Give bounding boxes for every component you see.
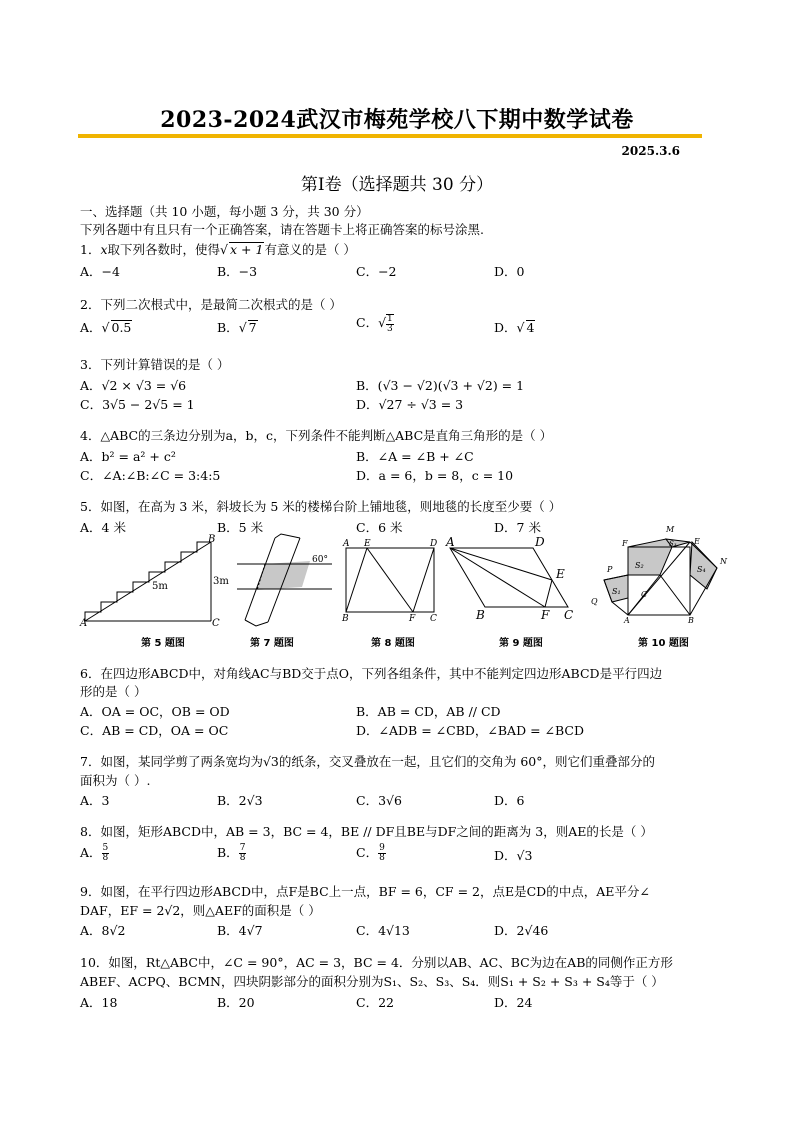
q3-option-a[interactable]: A．√2 × √3 = √6 [80, 378, 187, 393]
q8-stem: 8．如图，矩形ABCD中，AB = 3，BC = 4，BE // DF且BE与DF之间的距离为 3，则AE的长是（ ） [80, 824, 653, 839]
q7-option-a[interactable]: A．3 [80, 793, 110, 808]
figure-10-squares [604, 539, 717, 615]
svg-text:D: D [430, 539, 438, 549]
svg-text:E: E [556, 567, 565, 581]
f5-label-a: A [80, 618, 88, 629]
svg-text:M: M [666, 525, 675, 534]
svg-text:B: B [476, 608, 485, 622]
q7-stem-line1: 7．如图，某同学剪了两条宽均为√3的纸条，交叉叠放在一起，且它们的交角为 60°，则它们重叠部分的 [80, 754, 656, 769]
figure-7-caption: 第 7 题图 [250, 638, 294, 649]
svg-text:S₂: S₂ [635, 561, 644, 570]
q6-stem-line1: 6．在四边形ABCD中，对角线AC与BD交于点O，下列各组条件，其中不能判定四边形ABCD是平行四边 [80, 666, 663, 681]
svg-text:C: C [641, 590, 648, 599]
q2-option-a[interactable]: A．√ 0.5 [80, 320, 132, 335]
svg-text:B: B [342, 614, 349, 624]
svg-text:C: C [564, 608, 574, 622]
exam-title: 2023-2024武汉市梅苑学校八下期中数学试卷 [160, 107, 634, 133]
q6-option-a[interactable]: A．OA = OC，OB = OD [80, 704, 230, 719]
f5-label-3m: 3m [213, 576, 229, 587]
svg-text:F: F [541, 608, 550, 622]
q6-stem-line2: 形的是（ ） [80, 684, 147, 699]
figure-5-staircase [85, 542, 211, 621]
svg-text:A: A [446, 535, 455, 549]
q2-option-c[interactable]: C．√ $\frac{1}{3}$ [356, 313, 393, 334]
q8-option-b[interactable]: B． $\frac{7}{8}$ [217, 843, 246, 863]
q4-option-a[interactable]: A．b² = a² + c² [80, 449, 176, 464]
q2-option-b[interactable]: B．√ 7 [217, 320, 257, 335]
q9-option-d[interactable]: D．2√46 [494, 923, 549, 938]
q7-option-b[interactable]: B．2√3 [217, 793, 263, 808]
q3-stem: 3．下列计算错误的是（ ） [80, 357, 230, 372]
q4-option-d[interactable]: D．a = 6，b = 8，c = 10 [356, 468, 514, 483]
q7-option-c[interactable]: C．3√6 [356, 793, 402, 808]
q10-option-d[interactable]: D．24 [494, 995, 533, 1010]
figure-10-caption: 第 10 题图 [638, 638, 689, 649]
part-instruction: 下列各题中有且只有一个正确答案，请在答题卡上将正确答案的标号涂黑. [80, 222, 484, 237]
q10-stem-line1: 10．如图，Rt△ABC中，∠C = 90°，AC = 3，BC = 4．分别以AB、AC、BC为边在AB的同侧作正方形 [80, 955, 673, 970]
svg-text:Q: Q [591, 597, 598, 606]
figures-row [0, 520, 794, 640]
q7-stem-line2: 面积为（ ）. [80, 773, 151, 788]
q4-option-c[interactable]: C．∠A:∠B:∠C = 3:4:5 [80, 468, 221, 483]
section-title: 第Ⅰ卷（选择题共 30 分） [300, 175, 494, 195]
q5-stem: 5．如图，在高为 3 米，斜坡长为 5 米的楼梯台阶上铺地毯，则地毯的长度至少要（ ） [80, 499, 562, 514]
svg-text:A: A [343, 539, 350, 549]
q8-option-c[interactable]: C． $\frac{9}{8}$ [356, 843, 385, 863]
svg-text:F: F [409, 614, 416, 624]
f5-label-5m: 5m [152, 581, 168, 592]
q9-option-b[interactable]: B．4√7 [217, 923, 263, 938]
svg-text:B: B [688, 616, 694, 625]
figure-7-strips [237, 534, 332, 626]
q1-stem: 1．x取下列各数时，使得√ x + 1有意义的是（ ） [80, 242, 356, 257]
part-heading: 一、选择题（共 10 小题，每小题 3 分，共 30 分） [80, 204, 369, 219]
q10-option-a[interactable]: A．18 [80, 995, 118, 1010]
q3-option-c[interactable]: C．3√5 − 2√5 = 1 [80, 397, 195, 412]
f7-angle: 60° [312, 555, 328, 565]
q1-option-d[interactable]: D．0 [494, 264, 525, 279]
q1-option-c[interactable]: C．−2 [356, 264, 397, 279]
q9-option-c[interactable]: C．4√13 [356, 923, 410, 938]
q8-option-d[interactable]: D．√3 [494, 848, 533, 863]
q1-option-a[interactable]: A．−4 [80, 264, 120, 279]
q2-option-d[interactable]: D．√ 4 [494, 320, 535, 335]
q10-option-c[interactable]: C．22 [356, 995, 394, 1010]
svg-text:A: A [624, 616, 630, 625]
q5-option-c[interactable]: C．6 米 [356, 520, 403, 535]
q6-option-c[interactable]: C．AB = CD，OA = OC [80, 723, 229, 738]
q8-option-a[interactable]: A． $\frac{5}{8}$ [80, 843, 109, 863]
svg-text:S₄: S₄ [697, 565, 706, 574]
figure-8-rectangle [346, 548, 434, 612]
svg-text:C: C [430, 614, 437, 624]
q9-stem-line2: DAF，EF = 2√2，则△AEF的面积是（ ） [80, 903, 321, 918]
q10-stem-line2: ABEF、ACPQ、BCMN，四块阴影部分的面积分别为S₁、S₂、S₃、S₄．则S₁ + S₂ + S₃ + S₄等于（ ） [80, 974, 664, 989]
svg-text:E: E [694, 537, 700, 546]
f5-label-b: B [208, 534, 216, 545]
q5-option-d[interactable]: D．7 米 [494, 520, 541, 535]
q9-option-a[interactable]: A．8√2 [80, 923, 126, 938]
svg-text:F: F [622, 539, 628, 548]
q3-option-d[interactable]: D．√27 ÷ √3 = 3 [356, 397, 464, 412]
svg-text:S₁: S₁ [612, 587, 621, 596]
q4-stem: 4．△ABC的三条边分别为a，b，c，下列条件不能判断△ABC是直角三角形的是（ ） [80, 428, 553, 443]
figure-9-parallelogram [450, 548, 568, 607]
q5-option-a[interactable]: A．4 米 [80, 520, 126, 535]
q10-option-b[interactable]: B．20 [217, 995, 255, 1010]
q1-option-b[interactable]: B．−3 [217, 264, 258, 279]
svg-text:E: E [364, 539, 371, 549]
figure-8-caption: 第 8 题图 [371, 638, 415, 649]
figure-9-caption: 第 9 题图 [499, 638, 543, 649]
q4-option-b[interactable]: B．∠A = ∠B + ∠C [356, 449, 474, 464]
title-underline [78, 134, 702, 138]
svg-text:P: P [607, 565, 613, 574]
q6-option-d[interactable]: D．∠ADB = ∠CBD，∠BAD = ∠BCD [356, 723, 585, 738]
exam-date: 2025.3.6 [621, 144, 680, 158]
q7-option-d[interactable]: D．6 [494, 793, 525, 808]
svg-text:D: D [535, 535, 545, 549]
q5-option-b[interactable]: B．5 米 [217, 520, 264, 535]
f5-label-c: C [212, 618, 220, 629]
q6-option-b[interactable]: B．AB = CD，AB // CD [356, 704, 501, 719]
q3-option-b[interactable]: B．(√3 − √2)(√3 + √2) = 1 [356, 378, 525, 393]
q9-stem-line1: 9．如图，在平行四边形ABCD中，点F是BC上一点，BF = 6，CF = 2，点E是CD的中点，AE平分∠ [80, 884, 650, 899]
figure-5-caption: 第 5 题图 [141, 638, 185, 649]
svg-text:S₃: S₃ [669, 540, 677, 548]
svg-text:N: N [720, 557, 727, 566]
q2-stem: 2．下列二次根式中，是最简二次根式的是（ ） [80, 297, 342, 312]
